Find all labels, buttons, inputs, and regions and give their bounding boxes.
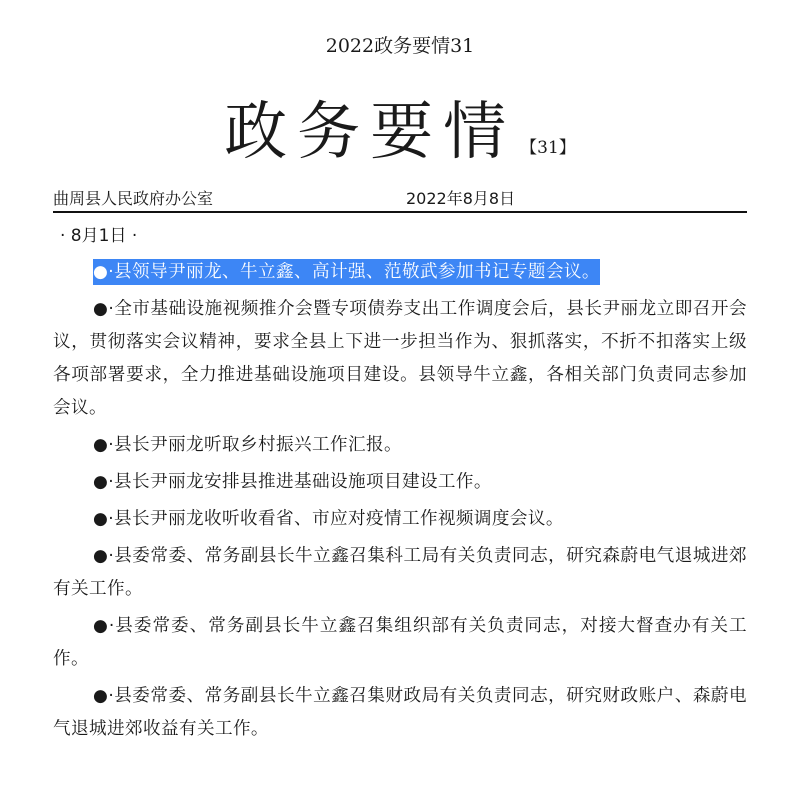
item-text-span[interactable] bbox=[53, 299, 747, 418]
item-text-span[interactable] bbox=[53, 686, 747, 739]
item-text[interactable]: 全市基础设施视频推介会暨专项债券支出工作调度会后，县长尹丽龙立即召开会议，贯彻落实会议精神，要求全县上下进一步担当作为、狠抓落实，不折不扣落实上级各项部署要求，全力推进基础设施项目建设。县领导牛立鑫，各相关部门负责同志参加会议。 bbox=[53, 299, 747, 418]
item-text[interactable]: 县长尹丽龙听取乡村振兴工作汇报。 bbox=[114, 435, 402, 455]
bullet-icon: ●· bbox=[93, 686, 115, 706]
date-heading: · 8月1日 · bbox=[60, 226, 138, 246]
bullet-icon: ●· bbox=[93, 472, 115, 492]
masthead bbox=[0, 92, 800, 172]
list-item[interactable] bbox=[53, 429, 747, 462]
item-text[interactable]: 县长尹丽龙安排县推进基础设施项目建设工作。 bbox=[114, 472, 492, 492]
item-text-span[interactable] bbox=[93, 472, 492, 492]
bullet-icon: ●· bbox=[93, 616, 115, 636]
item-text-span[interactable] bbox=[93, 509, 564, 529]
issue-date: 2022年8月8日 bbox=[406, 189, 516, 208]
list-item[interactable] bbox=[53, 293, 747, 425]
item-text[interactable]: 县长尹丽龙收听收看省、市应对疫情工作视频调度会议。 bbox=[114, 509, 564, 529]
item-text-span[interactable] bbox=[53, 546, 747, 599]
list-item[interactable] bbox=[53, 540, 747, 606]
item-text-span[interactable] bbox=[93, 435, 402, 455]
item-text[interactable]: 县委常委、常务副县长牛立鑫召集组织部有关负责同志，对接大督查办有关工作。 bbox=[53, 616, 747, 669]
header-divider bbox=[53, 211, 747, 213]
item-text[interactable]: 县委常委、常务副县长牛立鑫召集科工局有关负责同志，研究森蔚电气退城进郊有关工作。 bbox=[53, 546, 747, 599]
document-caption: 2022政务要情31 bbox=[325, 35, 475, 57]
list-item[interactable] bbox=[53, 256, 747, 289]
item-text[interactable]: 县委常委、常务副县长牛立鑫召集财政局有关负责同志，研究财政账户、森蔚电气退城进郊收益有关工作。 bbox=[53, 686, 747, 739]
item-text-span[interactable] bbox=[93, 259, 600, 285]
bullet-icon: ●· bbox=[93, 262, 115, 282]
masthead-issue-number: 【31】 bbox=[520, 138, 576, 158]
list-item[interactable] bbox=[53, 503, 747, 536]
bullet-icon: ●· bbox=[93, 546, 115, 566]
bullet-icon: ●· bbox=[93, 435, 115, 455]
list-item[interactable] bbox=[53, 680, 747, 746]
bullet-icon: ●· bbox=[93, 509, 115, 529]
item-list bbox=[53, 256, 747, 750]
masthead-title: 政务要情 bbox=[224, 95, 517, 168]
bullet-icon: ●· bbox=[93, 299, 115, 319]
list-item[interactable] bbox=[53, 610, 747, 676]
list-item[interactable] bbox=[53, 466, 747, 499]
item-text[interactable]: 县领导尹丽龙、牛立鑫、高计强、范敬武参加书记专题会议。 bbox=[114, 262, 600, 282]
item-text-span[interactable] bbox=[53, 616, 747, 669]
issuer: 曲周县人民政府办公室 bbox=[53, 189, 214, 208]
